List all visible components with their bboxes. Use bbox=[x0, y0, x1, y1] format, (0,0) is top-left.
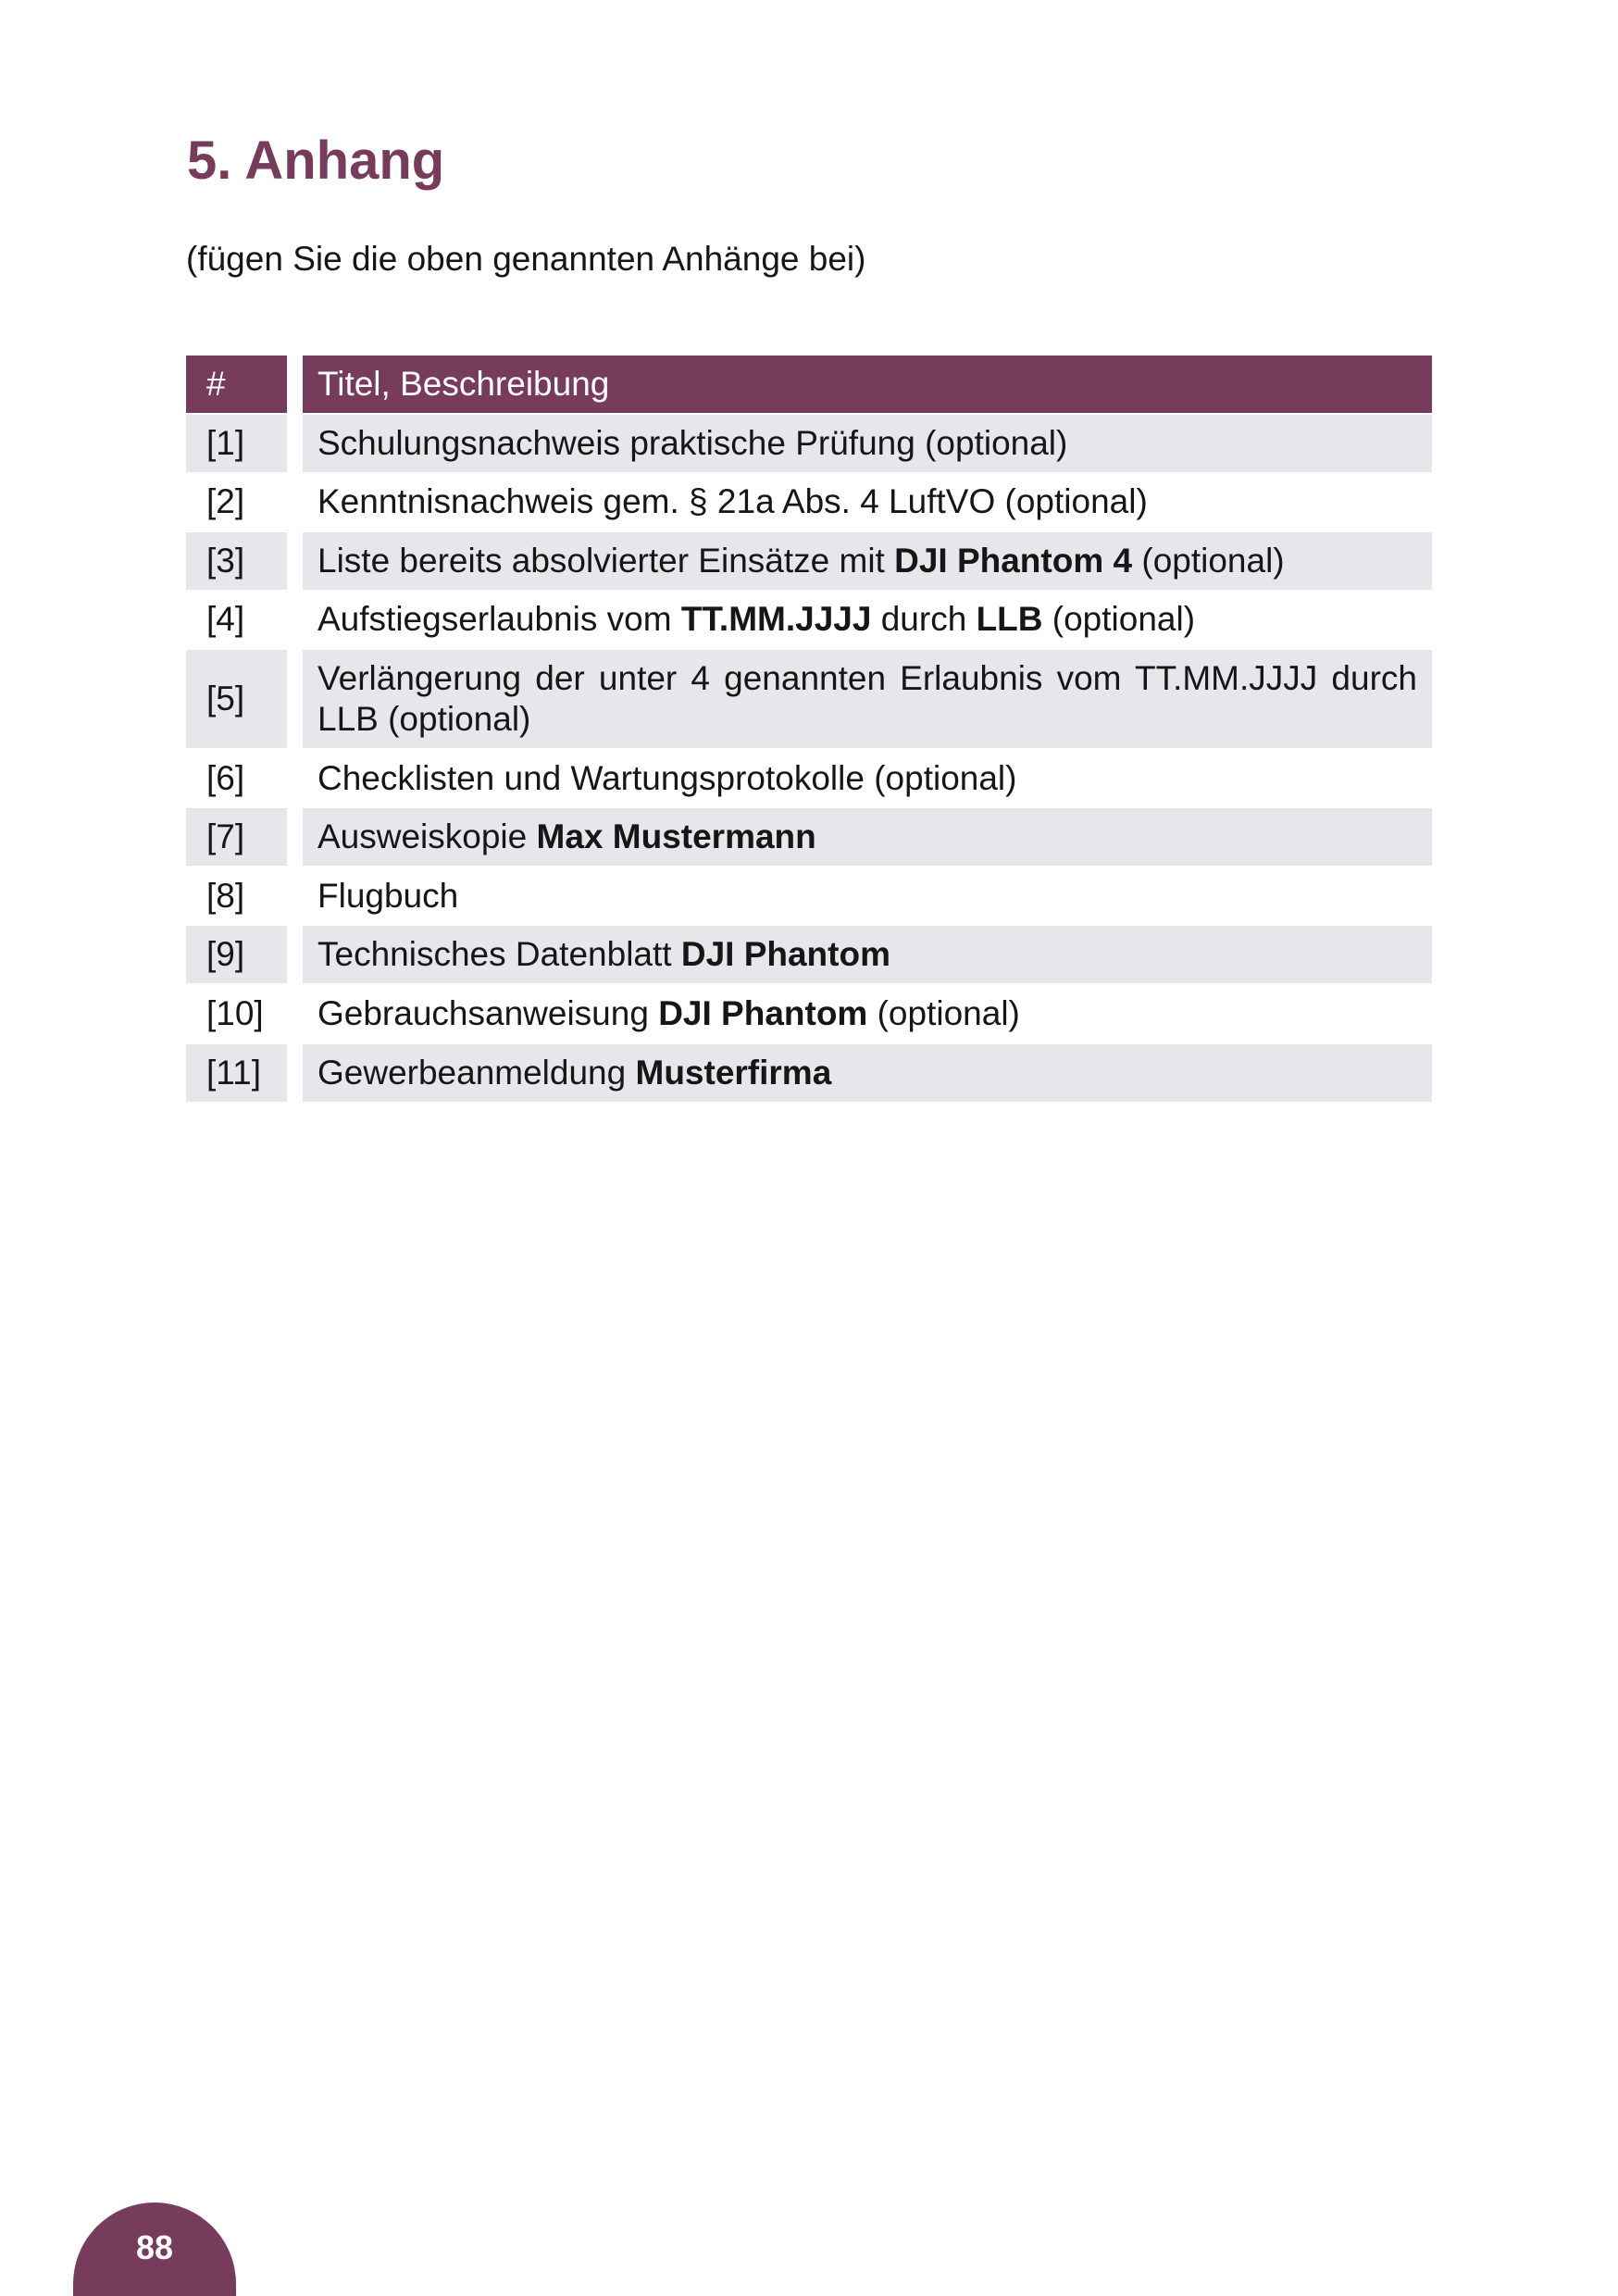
annex-title-emphasis: LLB bbox=[976, 600, 1043, 639]
table-row bbox=[186, 591, 1432, 648]
annex-title-text: Aufstiegserlaubnis vom bbox=[317, 600, 681, 639]
annex-title-text: Gewerbeanmeldung bbox=[317, 1053, 636, 1092]
annex-title bbox=[303, 1044, 1432, 1102]
section-heading: 5. Anhang bbox=[187, 131, 445, 191]
annex-title bbox=[303, 985, 1432, 1042]
annex-title-emphasis: DJI Phantom 4 bbox=[894, 541, 1133, 580]
table-row bbox=[186, 1044, 1432, 1102]
table-row bbox=[186, 473, 1432, 530]
annex-title-text: Gebrauchsanweisung bbox=[317, 993, 659, 1032]
annex-number: [2] bbox=[206, 482, 245, 521]
annex-number: [9] bbox=[186, 926, 287, 983]
table-row bbox=[186, 985, 1432, 1042]
table-row bbox=[186, 808, 1432, 866]
table-row bbox=[186, 750, 1432, 807]
annex-number: [11] bbox=[186, 1044, 287, 1102]
annex-title-text: Technisches Datenblatt bbox=[317, 935, 681, 974]
annex-table bbox=[186, 356, 1432, 1103]
annex-title-emphasis: DJI Phantom bbox=[680, 935, 890, 974]
annex-title bbox=[303, 532, 1432, 590]
annex-title-text: Verlängerung der unter 4 genannten Erlaubnis vom TT.MM.JJJJ durch LLB (optional) bbox=[317, 658, 1417, 738]
table-row bbox=[186, 650, 1432, 748]
annex-title bbox=[303, 750, 1432, 807]
annex-title-emphasis: Musterfirma bbox=[635, 1053, 832, 1092]
table-row bbox=[186, 415, 1432, 472]
annex-title bbox=[303, 867, 1432, 925]
column-header-title: Titel, Beschreibung bbox=[303, 356, 1432, 413]
annex-number: [6] bbox=[206, 758, 245, 797]
annex-number: [4] bbox=[206, 600, 245, 639]
annex-title-text: Schulungsnachweis praktische Prüfung (optional) bbox=[317, 423, 1068, 462]
annex-title-text: Checklisten und Wartungsprotokolle (optional) bbox=[317, 758, 1017, 797]
annex-number: [10] bbox=[206, 993, 264, 1032]
annex-title-emphasis: Max Mustermann bbox=[536, 817, 816, 856]
annex-title-text: (optional) bbox=[1042, 600, 1196, 639]
annex-title-text: Liste bereits absolvierter Einsätze mit bbox=[317, 541, 895, 580]
page-number-badge: 88 bbox=[73, 2202, 236, 2296]
annex-title bbox=[303, 591, 1432, 648]
annex-title-text: (optional) bbox=[1132, 541, 1285, 580]
table-row bbox=[186, 867, 1432, 925]
annex-title-text: (optional) bbox=[867, 993, 1020, 1032]
annex-number: [8] bbox=[206, 876, 245, 915]
annex-number: [7] bbox=[186, 808, 287, 866]
column-header-number: # bbox=[186, 356, 287, 413]
table-row bbox=[186, 532, 1432, 590]
annex-title-text: Kenntnisnachweis gem. § 21a Abs. 4 LuftVO (optional) bbox=[317, 482, 1148, 521]
annex-title bbox=[303, 808, 1432, 866]
annex-number: [5] bbox=[186, 650, 287, 748]
annex-title bbox=[303, 926, 1432, 983]
annex-number: [3] bbox=[186, 532, 287, 590]
table-row bbox=[186, 926, 1432, 983]
section-instruction: (fügen Sie die oben genannten Anhänge bei) bbox=[186, 240, 866, 278]
annex-title bbox=[303, 473, 1432, 530]
annex-title-text: Flugbuch bbox=[317, 876, 459, 915]
annex-number: [1] bbox=[186, 415, 287, 472]
annex-title bbox=[303, 650, 1432, 748]
annex-title bbox=[303, 415, 1432, 472]
annex-title-emphasis: TT.MM.JJJJ bbox=[680, 600, 872, 639]
table-header-row bbox=[186, 356, 1432, 413]
annex-title-text: durch bbox=[871, 600, 977, 639]
annex-title-emphasis: DJI Phantom bbox=[658, 993, 868, 1032]
annex-title-text: Ausweiskopie bbox=[317, 817, 537, 856]
